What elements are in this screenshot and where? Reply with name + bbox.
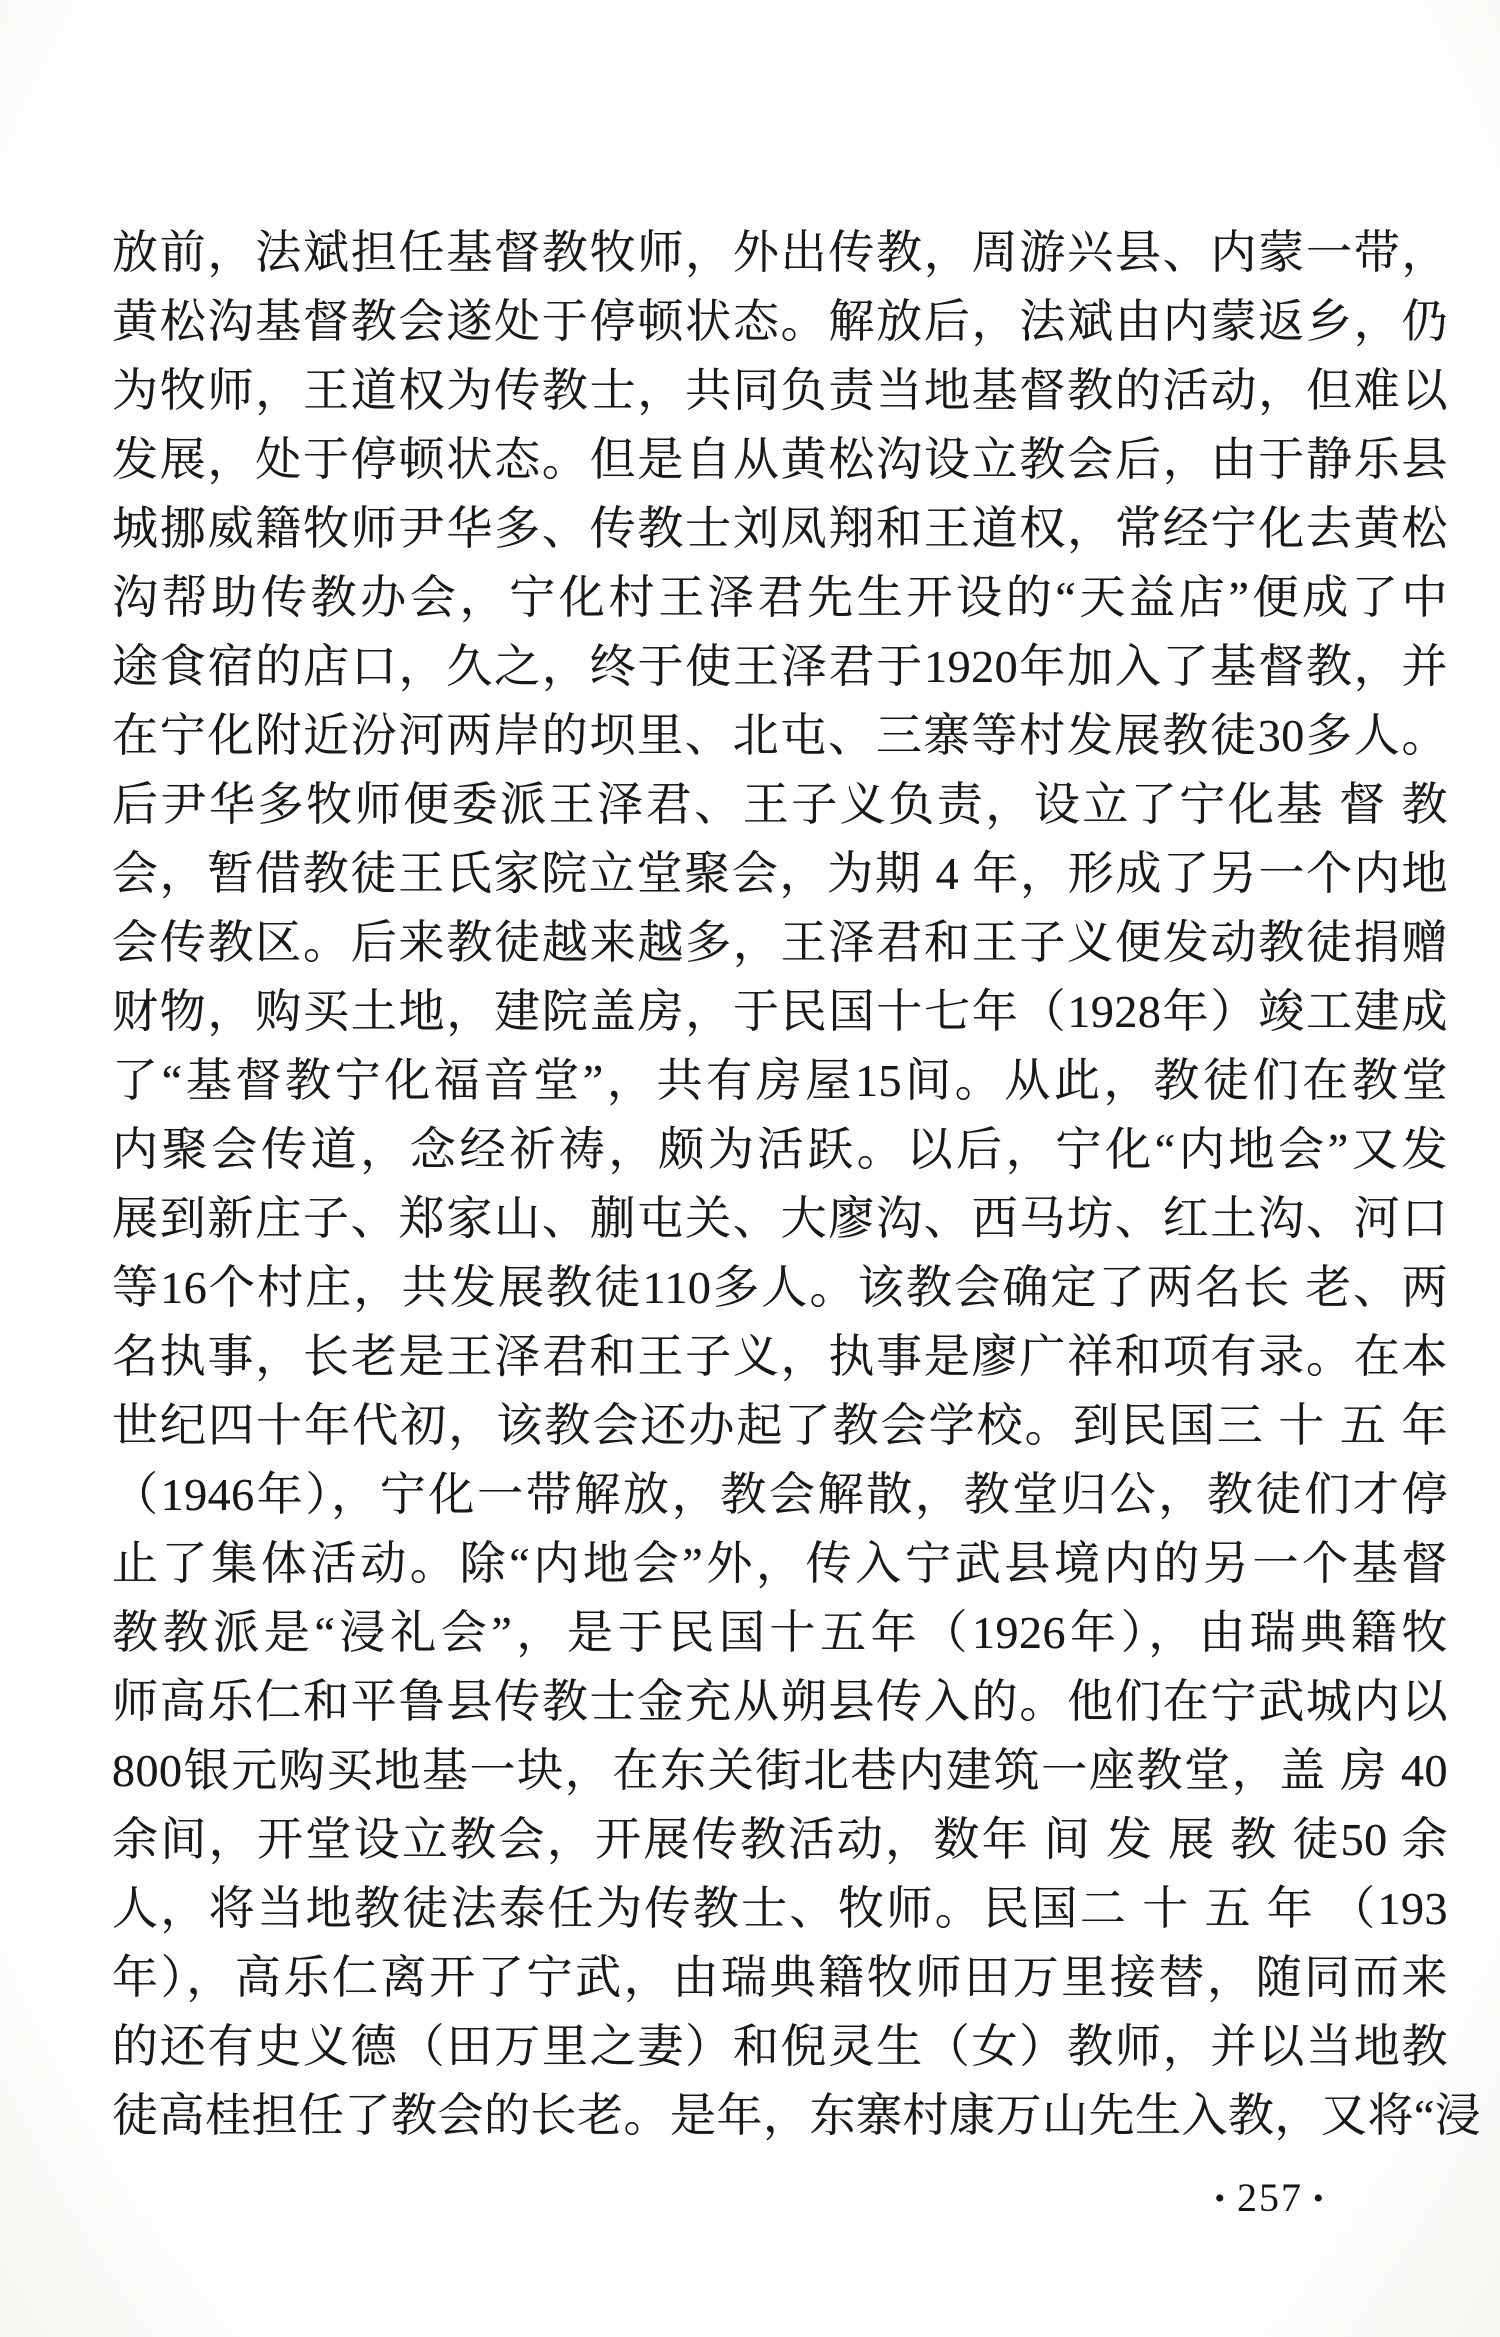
text-line: 财物，购买土地，建院盖房，于民国十七年（1928年）竣工建成: [112, 986, 1448, 1037]
text-line: 等16个村庄，共发展教徒110多人。该教会确定了两名长 老、两: [112, 1262, 1448, 1313]
text-line: 名执事，长老是王泽君和王子义，执事是廖广祥和项有录。在本: [112, 1331, 1448, 1382]
text-line: 为牧师，王道权为传教士，共同负责当地基督教的活动，但难以: [112, 365, 1448, 416]
text-line: 会，暂借教徒王氏家院立堂聚会，为期 4 年，形成了另一个内地: [112, 848, 1448, 899]
text-line: 徒高桂担任了教会的长老。是年，东寨村康万山先生入教，又将“浸: [112, 2090, 1482, 2141]
text-line: 教教派是“浸礼会”，是于民国十五年（1926年），由瑞典籍牧: [112, 1607, 1448, 1658]
text-line: 黄松沟基督教会遂处于停顿状态。解放后，法斌由内蒙返乡，仍: [112, 296, 1448, 347]
text-line: 途食宿的店口，久之，终于使王泽君于1920年加入了基督教，并: [112, 641, 1448, 692]
text-line: 止了集体活动。除“内地会”外，传入宁武县境内的另一个基督: [112, 1538, 1448, 1589]
text-line: 城挪威籍牧师尹华多、传教士刘凤翔和王道权，常经宁化去黄松: [112, 503, 1448, 554]
text-line: 展到新庄子、郑家山、蒯屯关、大廖沟、西马坊、红土沟、河口: [112, 1193, 1448, 1244]
text-line: 在宁化附近汾河两岸的坝里、北屯、三寨等村发展教徒30多人。: [112, 710, 1448, 761]
text-line: （1946年），宁化一带解放，教会解散，教堂归公，教徒们才停: [112, 1469, 1448, 1520]
text-line: 沟帮助传教办会，宁化村王泽君先生开设的“天益店”便成了中: [112, 572, 1448, 623]
text-line: 了“基督教宁化福音堂”，共有房屋15间。从此，教徒们在教堂: [112, 1055, 1448, 1106]
page-number: [1185, 2172, 1355, 2224]
text-line: 人，将当地教徒法泰任为传教士、牧师。民国二 十 五 年 （193: [112, 1883, 1448, 1934]
page-number-value: 257: [1237, 2175, 1303, 2220]
page-number-right-dot: •: [1313, 2182, 1326, 2215]
text-line: 发展，处于停顿状态。但是自从黄松沟设立教会后，由于静乐县: [112, 434, 1448, 485]
text-line: 余间，开堂设立教会，开展传教活动，数年 间 发 展 教 徒50 余: [112, 1814, 1448, 1865]
text-line: 年），高乐仁离开了宁武，由瑞典籍牧师田万里接替，随同而来: [112, 1952, 1448, 2003]
text-line: 内聚会传道，念经祈祷，颇为活跃。以后，宁化“内地会”又发: [112, 1124, 1448, 1175]
text-line: 后尹华多牧师便委派王泽君、王子义负责，设立了宁化基 督 教: [112, 779, 1448, 830]
body-text: [112, 218, 1482, 2150]
page-number-left-dot: •: [1214, 2182, 1227, 2215]
text-line: 的还有史义德（田万里之妻）和倪灵生（女）教师，并以当地教: [112, 2021, 1448, 2072]
text-line: 师高乐仁和平鲁县传教士金充从朔县传入的。他们在宁武城内以: [112, 1676, 1448, 1727]
text-line: 世纪四十年代初，该教会还办起了教会学校。到民国三 十 五 年: [112, 1400, 1448, 1451]
text-line: 800银元购买地基一块，在东关街北巷内建筑一座教堂，盖 房 40: [112, 1745, 1448, 1796]
text-line: 放前，法斌担任基督教牧师，外出传教，周游兴县、内蒙一带，: [112, 227, 1448, 278]
text-line: 会传教区。后来教徒越来越多，王泽君和王子义便发动教徒捐赠: [112, 917, 1448, 968]
